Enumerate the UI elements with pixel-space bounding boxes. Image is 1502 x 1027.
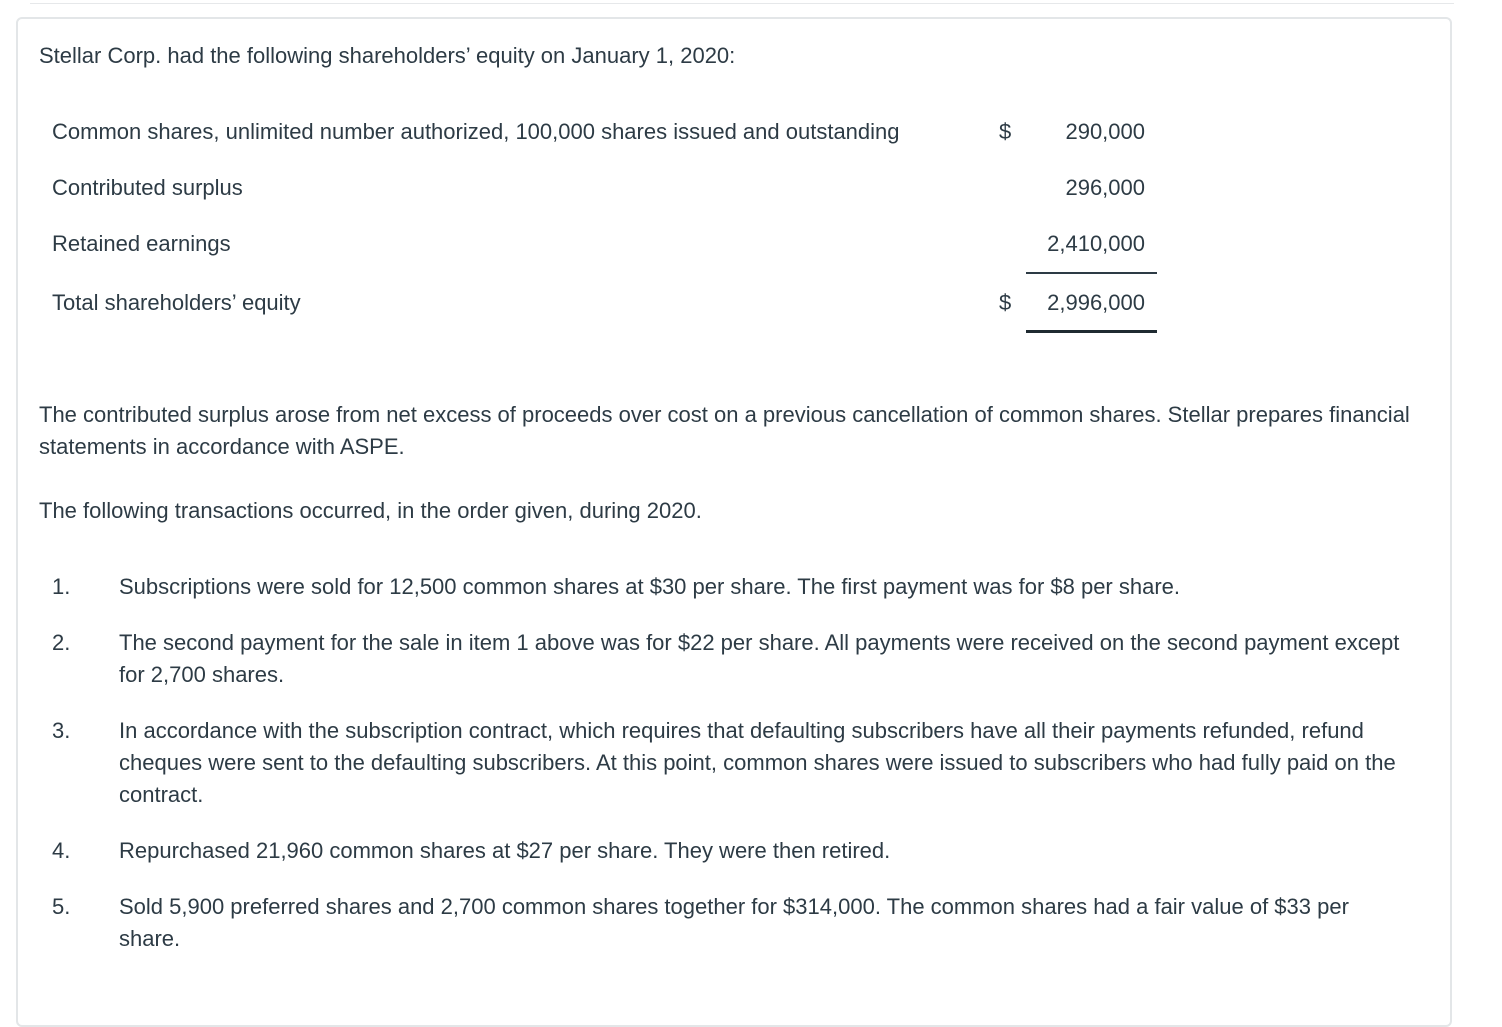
equity-row-amount: 2,410,000 xyxy=(1047,231,1145,256)
intro-text: Stellar Corp. had the following shareholders’ equity on January 1, 2020: xyxy=(39,43,736,68)
list-item-text: Repurchased 21,960 common shares at $27 per share. They were then retired. xyxy=(119,838,891,863)
equity-row-amount: 290,000 xyxy=(1065,119,1145,144)
dollar-sign: $ xyxy=(999,119,1012,144)
dollar-sign: $ xyxy=(999,290,1012,315)
list-item-number: 1. xyxy=(52,574,71,599)
list-item-number: 4. xyxy=(52,838,71,863)
list-item-number: 5. xyxy=(52,894,71,919)
list-item-text: Sold 5,900 preferred shares and 2,700 common shares together for $314,000. The common shares had a fair value of $33 per share. xyxy=(119,894,1349,951)
total-rule xyxy=(1026,330,1157,333)
list-item-number: 3. xyxy=(52,718,71,743)
equity-row-label: Retained earnings xyxy=(52,231,231,256)
subtotal-rule xyxy=(1026,272,1157,274)
equity-row-label: Contributed surplus xyxy=(52,175,243,200)
list-item-number: 2. xyxy=(52,630,71,655)
list-item-text: In accordance with the subscription contract, which requires that defaulting subscribers have all their payments refunded, refund cheques were sent to the defaulting subscribers. At this point, common shares were issued to subscribers who had fully paid on the contract. xyxy=(119,718,1396,807)
equity-row-amount: 296,000 xyxy=(1065,175,1145,200)
list-item-text: The second payment for the sale in item 1 above was for $22 per share. All payments were received on the second payment except for 2,700 shares. xyxy=(119,630,1400,687)
top-divider xyxy=(30,3,1454,4)
paragraph-transactions-intro: The following transactions occurred, in the order given, during 2020. xyxy=(39,498,702,523)
equity-total-label: Total shareholders’ equity xyxy=(52,290,301,315)
equity-row-label: Common shares, unlimited number authorized, 100,000 shares issued and outstanding xyxy=(52,119,900,144)
equity-total-amount: 2,996,000 xyxy=(1047,290,1145,315)
list-item-text: Subscriptions were sold for 12,500 common shares at $30 per share. The first payment was for $8 per share. xyxy=(119,574,1181,599)
paragraph-contributed-surplus: The contributed surplus arose from net excess of proceeds over cost on a previous cancellation of common shares. Stellar prepares financial statements in accordance with ASPE. xyxy=(39,402,1410,459)
